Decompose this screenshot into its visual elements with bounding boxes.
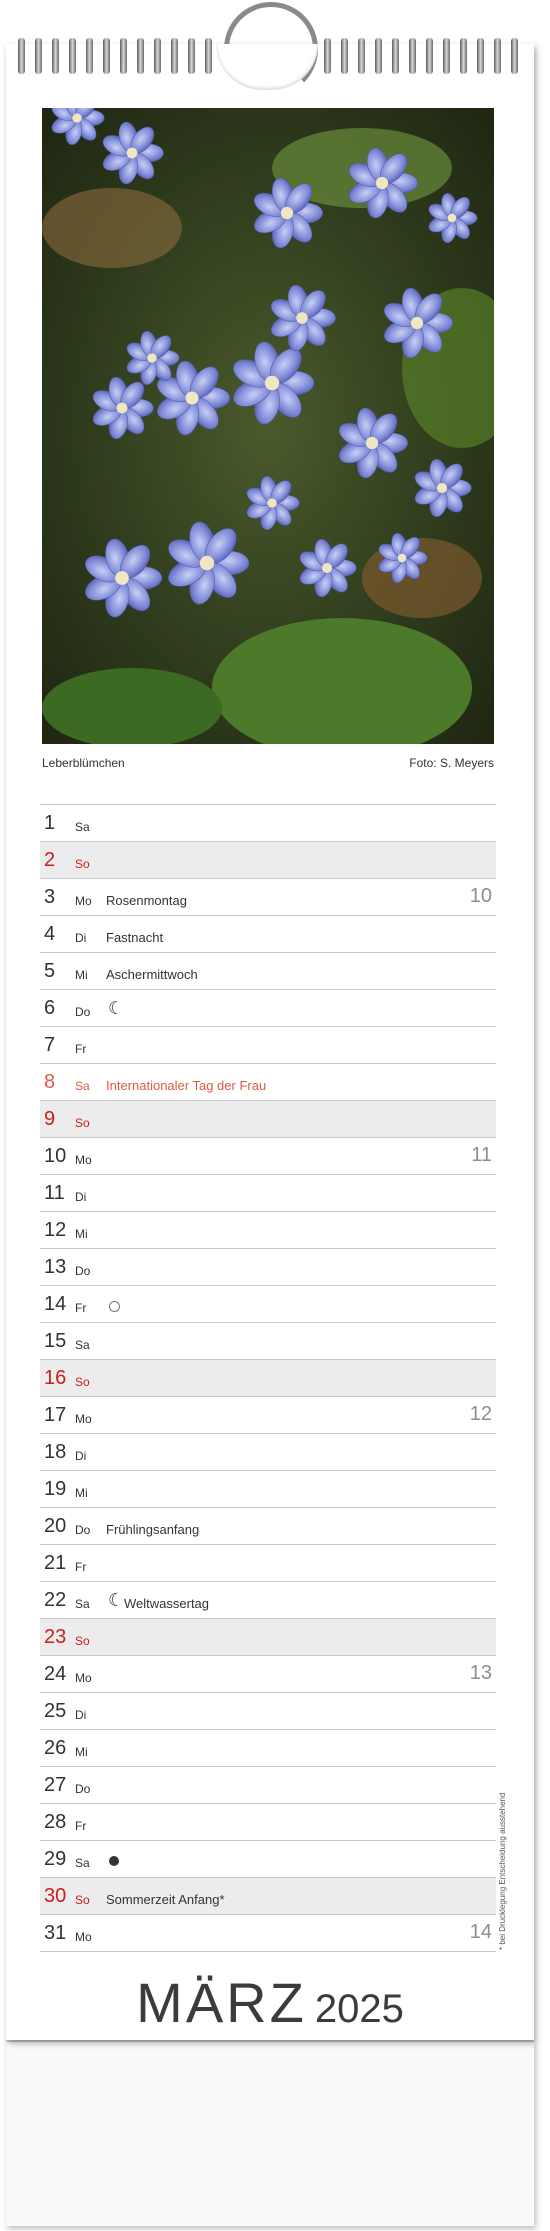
day-row[interactable] — [40, 1582, 496, 1619]
month-year: 2025 — [314, 1987, 404, 2031]
day-row[interactable] — [40, 1767, 496, 1804]
weekday-label: Fr — [75, 1819, 87, 1833]
weekday-label: Mi — [75, 1227, 88, 1241]
day-number: 23 — [44, 1626, 67, 1648]
day-row[interactable] — [40, 916, 496, 953]
day-number: 14 — [44, 1293, 67, 1315]
new-moon-icon — [109, 1856, 119, 1866]
weekday-label: Do — [75, 1523, 91, 1537]
day-number: 19 — [44, 1478, 67, 1500]
spiral-loop — [171, 38, 178, 74]
weekday-label: So — [75, 1116, 90, 1130]
week-number: 14 — [469, 1921, 492, 1943]
day-number: 4 — [44, 923, 56, 945]
spiral-loop — [409, 38, 416, 74]
spiral-loop — [69, 38, 76, 74]
weekday-label: Mo — [75, 1671, 92, 1685]
photo-caption: Leberblümchen — [42, 756, 125, 770]
spiral-loop — [120, 38, 127, 74]
spiral-loop — [205, 38, 212, 74]
day-number: 13 — [44, 1256, 67, 1278]
month-title — [0, 1970, 540, 2035]
day-row[interactable] — [40, 1249, 496, 1286]
day-event: Weltwassertag — [124, 1596, 210, 1611]
full-moon-icon — [109, 1301, 120, 1312]
weekday-label: Mo — [75, 1153, 92, 1167]
day-number: 20 — [44, 1515, 67, 1537]
spiral-loop — [392, 38, 399, 74]
day-event: Frühlingsanfang — [106, 1522, 200, 1537]
weekday-label: So — [75, 1893, 90, 1907]
day-row[interactable] — [40, 1212, 496, 1249]
spiral-loop — [477, 38, 484, 74]
day-event: Internationaler Tag der Frau — [106, 1078, 267, 1093]
weekday-label: Sa — [75, 1856, 90, 1870]
spiral-loop — [154, 38, 161, 74]
day-row[interactable] — [40, 842, 496, 879]
day-row[interactable] — [40, 1804, 496, 1841]
spiral-loop — [52, 38, 59, 74]
day-row[interactable] — [40, 1730, 496, 1767]
footnote — [498, 1936, 550, 1950]
spiral-loop — [341, 38, 348, 74]
day-number: 5 — [44, 960, 56, 982]
week-number: 13 — [469, 1662, 492, 1684]
day-row[interactable] — [40, 1619, 496, 1656]
weekday-label: Sa — [75, 1338, 90, 1352]
day-number: 11 — [44, 1182, 65, 1204]
weekday-label: Mi — [75, 968, 88, 982]
day-row[interactable] — [40, 1656, 496, 1693]
photo-credit: Foto: S. Meyers — [409, 756, 494, 770]
last-quarter-moon-icon: ☾ — [108, 1590, 125, 1610]
day-number: 26 — [44, 1737, 67, 1759]
day-row[interactable] — [40, 1471, 496, 1508]
day-number: 21 — [44, 1552, 67, 1574]
back-sheet — [6, 2040, 534, 2226]
weekday-label: Mi — [75, 1745, 88, 1759]
day-number: 18 — [44, 1441, 67, 1463]
day-row[interactable] — [40, 1545, 496, 1582]
day-number: 25 — [44, 1700, 67, 1722]
day-row[interactable] — [40, 1508, 496, 1545]
spiral-loop — [460, 38, 467, 74]
week-number: 10 — [469, 885, 492, 907]
weekday-label: Di — [75, 1708, 87, 1722]
day-row[interactable] — [40, 1138, 496, 1175]
day-row[interactable] — [40, 1101, 496, 1138]
day-number: 29 — [44, 1848, 67, 1870]
day-number: 8 — [44, 1071, 56, 1093]
day-event: Rosenmontag — [106, 893, 187, 908]
day-row[interactable] — [40, 1915, 496, 1952]
weekday-label: Mo — [75, 1930, 92, 1944]
weekday-label: Mo — [75, 1412, 92, 1426]
day-event: Fastnacht — [106, 930, 164, 945]
weekday-label: So — [75, 857, 90, 871]
day-event: Sommerzeit Anfang* — [106, 1892, 225, 1907]
spiral-loop — [35, 38, 42, 74]
day-number: 22 — [44, 1589, 67, 1611]
spiral-loop — [375, 38, 382, 74]
day-number: 1 — [44, 812, 56, 834]
weekday-label: Fr — [75, 1042, 87, 1056]
spiral-loop — [86, 38, 93, 74]
day-number: 24 — [44, 1663, 67, 1685]
weekday-label: So — [75, 1375, 90, 1389]
day-number: 3 — [44, 886, 56, 908]
weekday-label: Sa — [75, 1597, 90, 1611]
day-number: 16 — [44, 1367, 67, 1389]
spiral-loop — [137, 38, 144, 74]
day-number: 10 — [44, 1145, 67, 1167]
day-row[interactable] — [40, 1878, 496, 1915]
weekday-label: Mo — [75, 894, 92, 908]
week-number: 11 — [471, 1144, 492, 1166]
spiral-loop — [426, 38, 433, 74]
day-row[interactable] — [40, 1841, 496, 1878]
day-number: 27 — [44, 1774, 67, 1796]
spiral-loop — [188, 38, 195, 74]
day-list — [40, 804, 496, 1952]
day-row[interactable] — [40, 879, 496, 916]
weekday-label: Mi — [75, 1486, 88, 1500]
weekday-label: Fr — [75, 1560, 87, 1574]
day-number: 12 — [44, 1219, 67, 1241]
day-row[interactable] — [40, 1397, 496, 1434]
spiral-loop — [443, 38, 450, 74]
weekday-label: So — [75, 1634, 90, 1648]
spiral-loop — [103, 38, 110, 74]
day-row[interactable] — [40, 953, 496, 990]
week-number: 12 — [469, 1403, 492, 1425]
spiral-loop — [18, 38, 25, 74]
weekday-label: Di — [75, 931, 87, 945]
day-row[interactable] — [40, 1323, 496, 1360]
weekday-label: Sa — [75, 820, 90, 834]
day-number: 31 — [44, 1922, 67, 1944]
weekday-label: Di — [75, 1449, 87, 1463]
day-row[interactable] — [40, 1175, 496, 1212]
spiral-loop — [324, 38, 331, 74]
day-row[interactable] — [40, 805, 496, 842]
day-row[interactable] — [40, 1360, 496, 1397]
weekday-label: Do — [75, 1782, 91, 1796]
day-number: 17 — [44, 1404, 67, 1426]
spiral-loop — [511, 38, 518, 74]
weekday-label: Do — [75, 1264, 91, 1278]
spiral-loop — [358, 38, 365, 74]
weekday-label: Di — [75, 1190, 87, 1204]
calendar-photo — [42, 108, 494, 744]
day-number: 2 — [44, 849, 56, 871]
day-row[interactable] — [40, 1693, 496, 1730]
day-number: 15 — [44, 1330, 67, 1352]
day-number: 28 — [44, 1811, 67, 1833]
day-number: 6 — [44, 997, 56, 1019]
first-quarter-moon-icon: ☽ — [108, 998, 125, 1018]
month-name: MÄRZ — [136, 1971, 307, 2034]
weekday-label: Do — [75, 1005, 91, 1019]
spiral-loop — [494, 38, 501, 74]
day-number: 9 — [44, 1108, 56, 1130]
day-row[interactable] — [40, 1434, 496, 1471]
day-number: 7 — [44, 1034, 56, 1056]
day-row[interactable] — [40, 1064, 496, 1101]
day-row[interactable] — [40, 1286, 496, 1323]
day-number: 30 — [44, 1885, 67, 1907]
day-row[interactable] — [40, 1027, 496, 1064]
day-row[interactable] — [40, 990, 496, 1027]
weekday-label: Sa — [75, 1079, 90, 1093]
day-event: Aschermittwoch — [106, 967, 198, 982]
weekday-label: Fr — [75, 1301, 87, 1315]
